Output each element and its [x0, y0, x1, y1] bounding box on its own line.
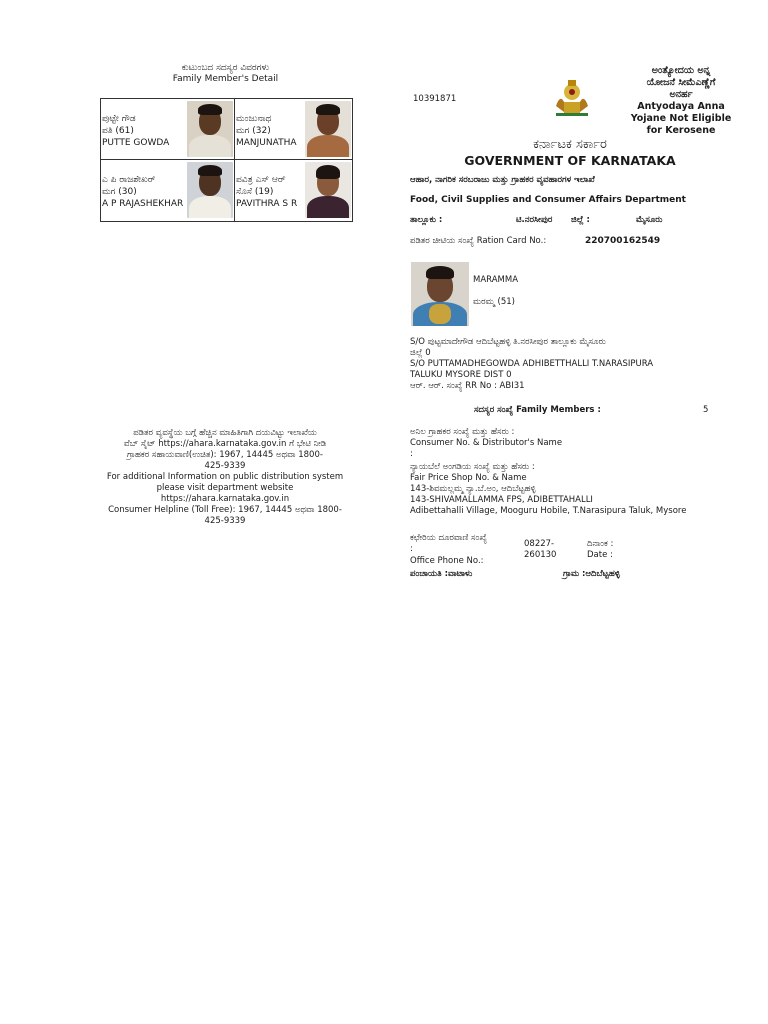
fps-value-kn: 143-ಶಿವಮಲ್ಲಮ್ಮ ನ್ಯಾ.ಬೆ.ಅಂ, ಆದಿಬೆಟ್ಟಹಳ್ಳಿ	[410, 484, 536, 494]
member-cell	[235, 160, 368, 220]
office-phone-value	[524, 539, 556, 561]
address-line-kn: S/O ಪುಟ್ಟಮಾದೇಗೌಡ ಆದಿಬೆಟ್ಟಹಳ್ಳಿ ತಿ.ನರಸೀಪುರ ತಾಲ್ಲೂಕು ಮೈಸೂರು	[410, 337, 606, 347]
date-label-en: Date :	[587, 550, 613, 560]
consumer-label-en: Consumer No. & Distributor's Name	[410, 438, 563, 448]
member-name-kn: ಪವಿತ್ರ ಎಸ್ ಆರ್	[236, 175, 286, 185]
family-detail-title-kn: ಕುಟುಂಬದ ಸದಸ್ಯರ ವಿವರಗಳು	[181, 63, 270, 73]
info-line-en: please visit department website	[156, 483, 294, 493]
info-line-en: For additional Information on public distribution system	[106, 472, 344, 482]
scheme-line-en: for Kerosene	[646, 125, 716, 136]
office-phone-label-kn: ಕಛೇರಿಯ ದೂರವಾಣಿ ಸಂಖ್ಯೆ	[410, 533, 488, 543]
family-members-count: 5	[703, 405, 709, 415]
card-holder-photo-icon	[411, 262, 469, 326]
scheme-line-kn: ಯೋಜನೆ ಸೀಮೆಎಣ್ಣೆಗೆ	[646, 77, 716, 88]
member-relation: ಸೊಸೆ (19)	[236, 187, 274, 197]
member-photo-icon	[187, 101, 233, 157]
ration-card-label: ಪಡಿತರ ಚೀಟಿಯ ಸಂಖ್ಯೆ Ration Card No.:	[410, 236, 547, 246]
card-holder-name-en: MARAMMA	[473, 275, 519, 285]
address-line-kn: ಜಿಲ್ಲೆ 0	[410, 348, 431, 358]
taluk-value: ಟಿ.ನರಸೀಪುರ	[516, 215, 553, 225]
family-members-grid	[100, 98, 353, 222]
fps-address: Adibettahalli Village, Mooguru Hobile, T.Narasipura Taluk, Mysore	[410, 506, 687, 516]
date-label-kn: ದಿನಾಂಕ :	[587, 539, 614, 549]
scheme-line-kn: ಅಂತ್ಯೋದಯ ಅನ್ನ	[651, 65, 711, 76]
card-serial-number: 10391871	[413, 94, 457, 104]
karnataka-emblem-icon	[552, 78, 592, 118]
scheme-eligibility-note	[620, 65, 742, 137]
consumer-label-kn: ಅನಿಲ ಗ್ರಾಹಕರ ಸಂಖ್ಯೆ ಮತ್ತು ಹೆಸರು :	[410, 427, 515, 437]
department-name-en: Food, Civil Supplies and Consumer Affairs Department	[410, 195, 686, 205]
fps-label-kn: ನ್ಯಾಯಬೆಲೆ ಅಂಗಡಿಯ ಸಂಖ್ಯೆ ಮತ್ತು ಹೆಸರು :	[410, 462, 535, 472]
member-photo-icon	[187, 162, 233, 218]
government-title-en: GOVERNMENT OF KARNATAKA	[464, 153, 676, 168]
consumer-value: :	[410, 449, 413, 459]
info-line-kn: ವೆಬ್ ಸೈಟ್ https://ahara.karnataka.gov.in ಗೆ ಭೇಟಿ ನೀಡಿ	[123, 439, 327, 449]
district-value: ಮೈಸೂರು	[636, 215, 663, 225]
scheme-line-en: Yojane Not Eligible	[630, 113, 732, 124]
member-name-kn: ಪುಟ್ಟೇ ಗೌಡ	[102, 114, 136, 124]
office-phone-label-en: Office Phone No.:	[410, 556, 484, 566]
member-name-kn: ಎ ಪಿ ರಾಜಶೇಖರ್	[102, 175, 156, 185]
member-relation: ಮಗ (32)	[236, 126, 271, 136]
panchayat-info: ಪಂಚಾಯತಿ :ವಾಟಾಳು	[410, 569, 473, 579]
member-name-en: PUTTE GOWDA	[102, 138, 170, 148]
member-cell	[101, 160, 234, 220]
info-line-kn: 425-9339	[204, 461, 246, 471]
ration-card-number: 220700162549	[585, 236, 661, 246]
member-name-en: A P RAJASHEKHAR	[102, 199, 184, 209]
info-line-kn: ಪಡಿತರ ವ್ಯವಸ್ಥೆಯ ಬಗ್ಗೆ ಹೆಚ್ಚಿನ ಮಾಹಿತಿಗಾಗಿ ದಯವಿಟ್ಟು ಇಲಾಖೆಯ	[133, 428, 317, 438]
info-line-en: 425-9339	[204, 516, 246, 526]
fps-label-en: Fair Price Shop No. & Name	[410, 473, 527, 483]
government-title-kn: ಕರ್ನಾಟಕ ಸರ್ಕಾರ	[533, 137, 607, 152]
office-phone-colon: :	[410, 544, 413, 554]
member-cell	[235, 99, 368, 159]
family-detail-title-en: Family Member's Detail	[172, 74, 279, 84]
consumer-section	[410, 427, 710, 460]
info-line-en: https://ahara.karnataka.gov.in	[160, 494, 290, 504]
address-line-en: S/O PUTTAMADHEGOWDA ADHIBETTHALLI T.NARASIPURA	[410, 359, 654, 369]
info-line-en: Consumer Helpline (Toll Free): 1967, 14445 ಅಥವಾ 1800-	[108, 505, 342, 515]
member-photo-icon	[305, 101, 351, 157]
phone-line: 260130	[524, 550, 557, 560]
member-name-kn: ಮಂಜುನಾಥ	[236, 114, 272, 124]
phone-line: 08227-	[524, 539, 555, 549]
info-line-kn: ಗ್ರಾಹಕರ ಸಹಾಯವಾಣಿ(ಉಚಿತ): 1967, 14445 ಅಥವಾ 1800-	[127, 450, 323, 460]
family-members-label: ಸದಸ್ಯರ ಸಂಖ್ಯೆ Family Members :	[474, 405, 601, 415]
member-photo-icon	[305, 162, 351, 218]
rr-number: ಆರ್. ಆರ್. ಸಂಖ್ಯೆ RR No : ABI31	[410, 381, 525, 391]
scheme-line-en: Antyodaya Anna	[637, 101, 725, 112]
card-holder-name-kn: ಮರಮ್ಮ (51)	[473, 297, 515, 307]
member-name-en: PAVITHRA S R	[236, 199, 298, 209]
department-name-kn: ಆಹಾರ, ನಾಗರಿಕ ಸರಬರಾಜು ಮತ್ತು ಗ್ರಾಹಕರ ವ್ಯವಹಾರಗಳ ಇಲಾಖೆ	[410, 175, 595, 185]
member-name-en: MANJUNATHA	[236, 138, 297, 148]
district-label: ಜಿಲ್ಲೆ :	[571, 215, 590, 225]
member-cell	[101, 99, 234, 159]
member-relation: ಪತಿ (61)	[102, 126, 134, 136]
member-relation: ಮಗ (30)	[102, 187, 137, 197]
scheme-line-kn: ಅನರ್ಹ	[669, 89, 693, 100]
taluk-label: ತಾಲ್ಲೂಕು :	[410, 215, 443, 225]
card-holder-address	[410, 337, 710, 392]
info-block	[60, 428, 390, 527]
fps-value-en: 143-SHIVAMALLAMMA FPS, ADIBETTAHALLI	[410, 495, 593, 505]
village-info: ಗ್ರಾಮ :ಆದಿಬೆಟ್ಟಹಳ್ಳಿ	[563, 569, 620, 579]
fair-price-shop-section	[410, 462, 730, 517]
address-line-en: TALUKU MYSORE DIST 0	[410, 370, 512, 380]
